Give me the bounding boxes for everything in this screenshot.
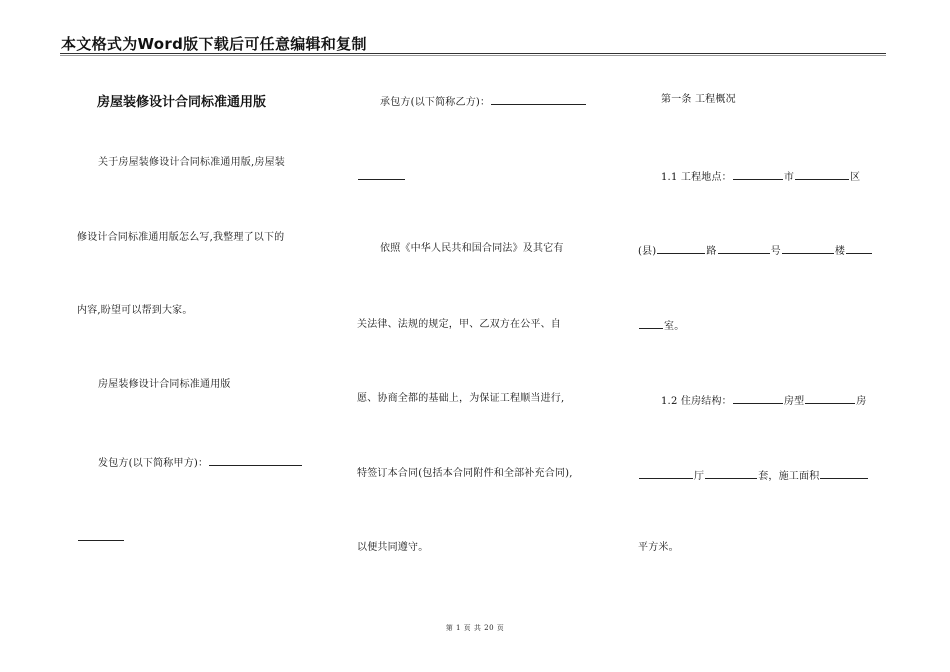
number-label: 号 [770, 246, 781, 257]
room-blank [639, 318, 663, 329]
room-label: 室。 [664, 321, 685, 332]
city-label: 市 [783, 172, 795, 183]
col3-structure-line2 [638, 468, 869, 483]
rooms-label: 房 [856, 396, 867, 407]
county-blank [657, 243, 705, 254]
col2-line6: 以便共同遵守。 [357, 542, 429, 553]
col1-line3: 内容,盼望可以帮到大家。 [77, 305, 193, 316]
col3-address-line2 [638, 243, 873, 258]
page-prefix: 第 [445, 624, 454, 632]
col2-line1b [357, 169, 406, 184]
party-b-blank-cont [358, 169, 405, 180]
col1-line5 [98, 455, 303, 470]
halls-label: 厅 [694, 471, 705, 482]
page-number: 1 [455, 624, 461, 632]
col2-line1 [380, 94, 587, 109]
page-footer [0, 623, 950, 633]
page-total: 20 [484, 624, 495, 632]
number-blank [782, 243, 834, 254]
col2-line3: 关法律、法规的规定，甲、乙双方在公平、自 [357, 319, 561, 330]
col1-line1: 关于房屋装修设计合同标准通用版,房屋装 [98, 157, 285, 168]
col2-line2: 依照《中华人民共和国合同法》及其它有 [380, 243, 564, 254]
city-blank [733, 169, 783, 180]
col1-line6 [77, 530, 125, 545]
party-a-blank [209, 455, 302, 466]
header-title: 本文格式为Word版下载后可任意编辑和复制 [61, 35, 367, 53]
sets-blank [705, 468, 757, 479]
halls-blank [639, 468, 693, 479]
building-label: 楼 [834, 246, 846, 257]
structure-label: 1.2 住房结构： [661, 396, 732, 407]
page-suffix: 页 [496, 624, 505, 632]
area-blank [820, 468, 868, 479]
county-label: (县) [638, 246, 657, 257]
building-blank [846, 243, 872, 254]
col3-address-line [661, 169, 860, 184]
road-blank [718, 243, 770, 254]
col3-heading: 第一条 工程概况 [661, 94, 736, 105]
col1-line2: 修设计合同标准通用版怎么写,我整理了以下的 [77, 232, 285, 243]
party-a-blank-cont [78, 530, 124, 541]
col2-line4: 愿、协商全都的基础上，为保证工程顺当进行, [357, 393, 565, 404]
col3-unit-line: 平方米。 [638, 542, 679, 553]
col2-line5: 特签订本合同(包括本合同附件和全部补充合同), [357, 468, 573, 479]
house-type-label: 房型 [783, 396, 805, 407]
header-divider [60, 53, 886, 56]
party-a-label: 发包方(以下简称甲方)： [98, 458, 209, 469]
rooms-blank [805, 393, 855, 404]
party-b-label: 承包方(以下简称乙方)： [380, 97, 491, 108]
house-type-blank [733, 393, 783, 404]
party-b-blank [491, 94, 586, 105]
district-label: 区 [850, 172, 861, 183]
col1-line4: 房屋装修设计合同标准通用版 [98, 379, 231, 390]
road-label: 路 [706, 246, 717, 257]
col3-structure-line [661, 393, 867, 408]
address-label: 1.1 工程地点： [661, 172, 732, 183]
document-title: 房屋装修设计合同标准通用版 [97, 95, 267, 110]
page-mid: 页 共 [463, 624, 482, 632]
col3-address-line3 [638, 318, 684, 333]
district-blank [795, 169, 849, 180]
sets-label: 套，施工面积 [758, 471, 820, 482]
